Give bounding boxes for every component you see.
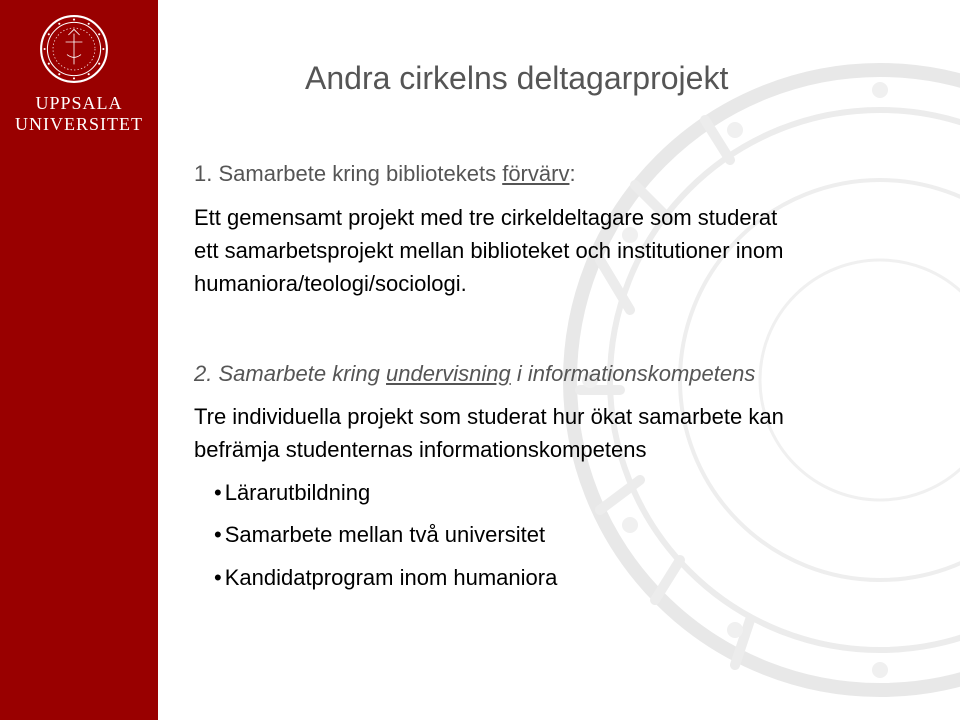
bullet-icon: • [214,522,222,547]
bullet-text: Kandidatprogram inom humaniora [224,565,558,590]
section2-heading-underlined: undervisning [386,361,511,386]
bullet-item [214,565,557,591]
bullet-text: Lärarutbildning [224,480,371,505]
section1-heading-end: : [569,161,576,186]
bullet-icon: • [214,480,222,505]
uppsala-seal-icon [39,14,109,84]
section1-paragraph-line-2: ett samarbetsprojekt mellan biblioteket och institutioner inom [194,238,784,263]
slide-title: Andra cirkelns deltagarprojekt [305,60,729,96]
section2-paragraph-line-1: Tre individuella projekt som studerat hur ökat samarbete kan [194,404,784,429]
bullet-text: Samarbete mellan två universitet [224,522,546,547]
section1-number: 1. [194,161,213,186]
brand-line-universitet: UNIVERSITET [15,114,143,134]
section1-heading-underlined: förvärv [502,161,570,186]
bullet-item [214,522,545,548]
brand-line-uppsala: UPPSALA [35,93,123,113]
section2-number: 2. [194,361,213,386]
sidebar [0,0,158,720]
section2-heading-start: Samarbete kring [218,361,380,386]
section1-paragraph-line-1: Ett gemensamt projekt med tre cirkeldeltagare som studerat [194,205,778,230]
section2-heading [194,361,755,387]
bullet-icon: • [214,565,222,590]
bullet-item [214,480,370,506]
section1-heading-start: Samarbete kring bibliotekets [218,161,497,186]
section2-paragraph-line-2: befrämja studenternas informationskompetens [194,437,647,462]
section1-heading [194,161,576,187]
section2-heading-end: i informationskompetens [516,361,756,386]
section1-paragraph-line-3: humaniora/teologi/sociologi. [194,271,467,296]
